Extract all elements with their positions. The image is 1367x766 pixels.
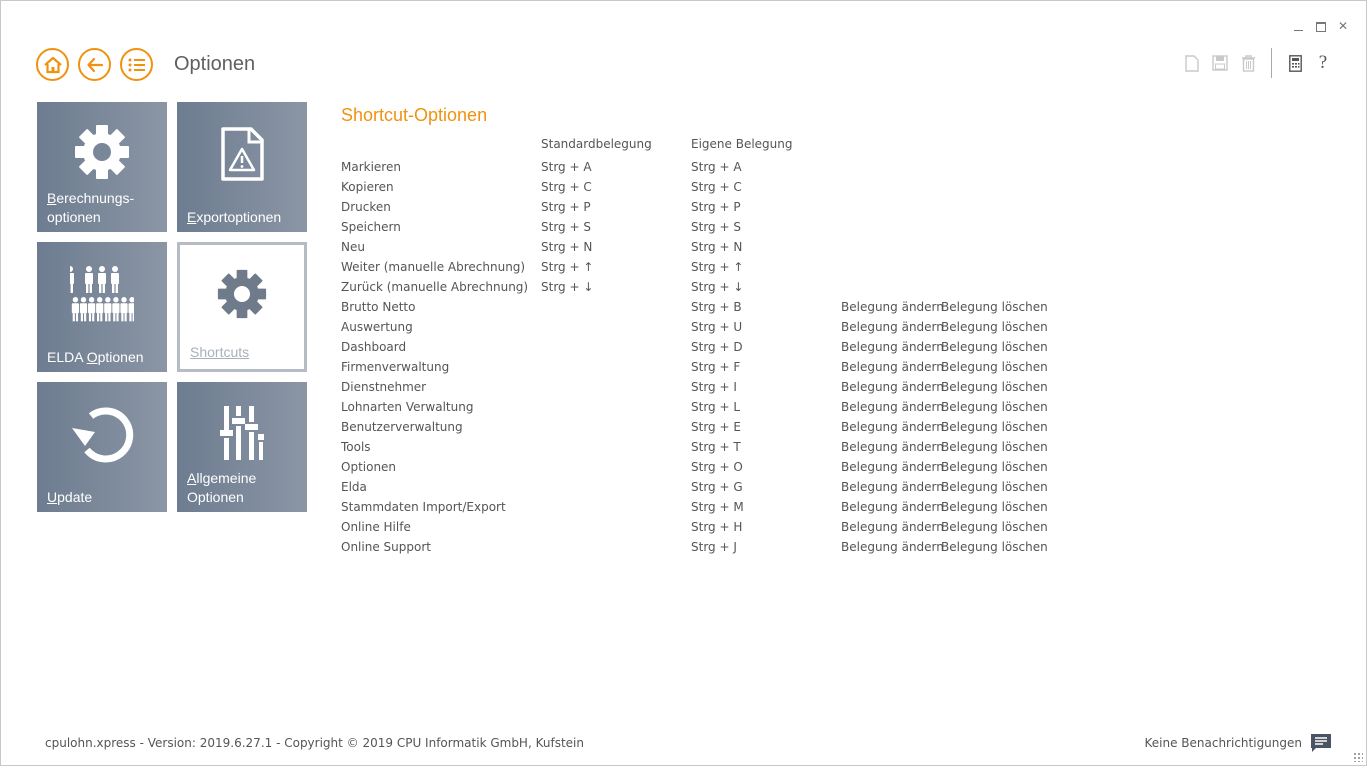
table-row	[341, 337, 1061, 357]
tile-label: Update	[47, 489, 93, 505]
delete-icon[interactable]	[1239, 53, 1257, 73]
document-warning-icon	[177, 126, 307, 182]
table-row	[341, 257, 1061, 277]
change-assignment-link[interactable]: Belegung ändern	[841, 520, 944, 534]
table-row	[341, 457, 1061, 477]
shortcut-name: Auswertung	[341, 320, 413, 334]
delete-assignment-link[interactable]: Belegung löschen	[941, 300, 1048, 314]
shortcut-own: Strg + P	[691, 200, 741, 214]
shortcut-own: Strg + ↓	[691, 280, 744, 294]
shortcut-name: Optionen	[341, 460, 397, 474]
close-icon[interactable]: ✕	[1338, 19, 1349, 33]
change-assignment-link[interactable]: Belegung ändern	[841, 380, 944, 394]
shortcut-own: Strg + H	[691, 520, 743, 534]
tile-exportoptionen[interactable]	[177, 102, 307, 232]
change-assignment-link[interactable]: Belegung ändern	[841, 400, 944, 414]
table-row	[341, 417, 1061, 437]
change-assignment-link[interactable]: Belegung ändern	[841, 480, 944, 494]
table-row	[341, 277, 1061, 297]
shortcut-name: Drucken	[341, 200, 391, 214]
delete-assignment-link[interactable]: Belegung löschen	[941, 500, 1048, 514]
minimize-icon[interactable]	[1294, 19, 1304, 33]
shortcut-own: Strg + S	[691, 220, 741, 234]
tile-update[interactable]	[37, 382, 167, 512]
shortcut-name: Online Support	[341, 540, 431, 554]
gear-icon	[37, 124, 167, 180]
delete-assignment-link[interactable]: Belegung löschen	[941, 520, 1048, 534]
gear-icon	[180, 269, 304, 319]
arrow-left-icon	[86, 57, 104, 73]
shortcut-name: Tools	[341, 440, 371, 454]
delete-assignment-link[interactable]: Belegung löschen	[941, 360, 1048, 374]
change-assignment-link[interactable]: Belegung ändern	[841, 300, 944, 314]
shortcut-own: Strg + O	[691, 460, 743, 474]
delete-assignment-link[interactable]: Belegung löschen	[941, 460, 1048, 474]
shortcut-name: Online Hilfe	[341, 520, 411, 534]
shortcut-own: Strg + E	[691, 420, 741, 434]
change-assignment-link[interactable]: Belegung ändern	[841, 440, 944, 454]
shortcut-standard: Strg + S	[541, 220, 591, 234]
page-title: Optionen	[174, 53, 256, 75]
shortcut-own: Strg + U	[691, 320, 743, 334]
shortcut-name: Stammdaten Import/Export	[341, 500, 506, 514]
shortcut-name: Weiter (manuelle Abrechnung)	[341, 260, 526, 274]
table-row	[341, 197, 1061, 217]
table-row	[341, 217, 1061, 237]
tile-label: Allgemeine Optionen	[187, 470, 257, 505]
shortcut-own: Strg + M	[691, 500, 744, 514]
table-row	[341, 157, 1061, 177]
window-controls	[1294, 19, 1348, 33]
delete-assignment-link[interactable]: Belegung löschen	[941, 340, 1048, 354]
shortcut-own: Strg + G	[691, 480, 743, 494]
shortcut-name: Firmenverwaltung	[341, 360, 450, 374]
shortcut-own: Strg + ↑	[691, 260, 744, 274]
shortcut-name: Brutto Netto	[341, 300, 416, 314]
change-assignment-link[interactable]: Belegung ändern	[841, 420, 944, 434]
table-row	[341, 477, 1061, 497]
table-row	[341, 537, 1061, 557]
shortcut-own: Strg + J	[691, 540, 737, 554]
table-row	[341, 437, 1061, 457]
shortcut-name: Neu	[341, 240, 365, 254]
column-header-own: Eigene Belegung	[691, 137, 793, 151]
shortcut-name: Lohnarten Verwaltung	[341, 400, 474, 414]
top-navigation	[36, 48, 255, 81]
change-assignment-link[interactable]: Belegung ändern	[841, 500, 944, 514]
shortcut-own: Strg + A	[691, 160, 742, 174]
back-button[interactable]	[78, 48, 111, 81]
change-assignment-link[interactable]: Belegung ändern	[841, 360, 944, 374]
calculator-icon[interactable]	[1286, 53, 1304, 73]
delete-assignment-link[interactable]: Belegung löschen	[941, 380, 1048, 394]
table-row	[341, 377, 1061, 397]
home-button[interactable]	[36, 48, 69, 81]
shortcut-standard: Strg + ↑	[541, 260, 594, 274]
shortcut-table	[341, 157, 1061, 557]
table-row	[341, 237, 1061, 257]
shortcut-name: Kopieren	[341, 180, 394, 194]
shortcut-name: Markieren	[341, 160, 401, 174]
tile-label: Berechnungs- optionen	[47, 190, 135, 225]
delete-assignment-link[interactable]: Belegung löschen	[941, 440, 1048, 454]
home-icon	[43, 56, 63, 74]
shortcut-name: Dashboard	[341, 340, 407, 354]
resize-grip[interactable]	[1353, 752, 1363, 762]
save-icon[interactable]	[1211, 53, 1229, 73]
shortcut-name: Benutzerverwaltung	[341, 420, 463, 434]
tile-label: Exportoptionen	[187, 209, 282, 225]
table-row	[341, 177, 1061, 197]
change-assignment-link[interactable]: Belegung ändern	[841, 340, 944, 354]
people-group-icon	[37, 266, 167, 324]
refresh-icon	[37, 402, 167, 464]
tile-allgemeine-optionen[interactable]	[177, 382, 307, 512]
delete-assignment-link[interactable]: Belegung löschen	[941, 400, 1048, 414]
table-row	[341, 517, 1061, 537]
shortcut-name: Elda	[341, 480, 367, 494]
tile-label: Shortcuts	[190, 344, 250, 360]
tile-label: ELDA Optionen	[47, 349, 144, 365]
shortcut-own: Strg + I	[691, 380, 737, 394]
tile-shortcuts[interactable]	[177, 242, 307, 372]
shortcut-own: Strg + C	[691, 180, 742, 194]
section-title: Shortcut-Optionen	[341, 105, 488, 125]
sliders-icon	[177, 404, 307, 462]
shortcut-own: Strg + B	[691, 300, 742, 314]
delete-assignment-link[interactable]: Belegung löschen	[941, 540, 1048, 554]
new-document-icon[interactable]	[1183, 53, 1201, 73]
shortcut-standard: Strg + C	[541, 180, 592, 194]
change-assignment-link[interactable]: Belegung ändern	[841, 460, 944, 474]
shortcut-name: Dienstnehmer	[341, 380, 427, 394]
table-row	[341, 317, 1061, 337]
shortcut-standard: Strg + A	[541, 160, 592, 174]
shortcut-standard: Strg + N	[541, 240, 593, 254]
menu-button[interactable]	[120, 48, 153, 81]
notification-text: Keine Benachrichtigungen	[1144, 736, 1302, 750]
table-row	[341, 297, 1061, 317]
shortcut-own: Strg + F	[691, 360, 741, 374]
table-row	[341, 397, 1061, 417]
shortcut-own: Strg + N	[691, 240, 743, 254]
shortcut-standard: Strg + P	[541, 200, 591, 214]
table-row	[341, 497, 1061, 517]
maximize-icon[interactable]	[1316, 19, 1326, 33]
list-icon	[128, 58, 146, 72]
table-row	[341, 357, 1061, 377]
help-icon[interactable]: ?	[1318, 52, 1328, 73]
shortcut-name: Zurück (manuelle Abrechnung)	[341, 280, 529, 294]
toolbar-divider	[1271, 48, 1272, 78]
column-header-standard: Standardbelegung	[541, 137, 652, 151]
right-toolbar	[1183, 48, 1332, 78]
change-assignment-link[interactable]: Belegung ändern	[841, 540, 944, 554]
delete-assignment-link[interactable]: Belegung löschen	[941, 420, 1048, 434]
tile-berechnungsoptionen[interactable]	[37, 102, 167, 232]
notification-area[interactable]	[1144, 733, 1332, 753]
delete-assignment-link[interactable]: Belegung löschen	[941, 480, 1048, 494]
tile-elda-optionen[interactable]	[37, 242, 167, 372]
chat-icon[interactable]	[1310, 733, 1332, 753]
shortcut-own: Strg + L	[691, 400, 741, 414]
shortcut-standard: Strg + ↓	[541, 280, 594, 294]
shortcut-own: Strg + D	[691, 340, 743, 354]
delete-assignment-link[interactable]: Belegung löschen	[941, 320, 1048, 334]
shortcut-name: Speichern	[341, 220, 401, 234]
version-info: cpulohn.xpress - Version: 2019.6.27.1 - Copyright © 2019 CPU Informatik GmbH, Kufstein	[45, 736, 584, 750]
change-assignment-link[interactable]: Belegung ändern	[841, 320, 944, 334]
shortcut-own: Strg + T	[691, 440, 741, 454]
